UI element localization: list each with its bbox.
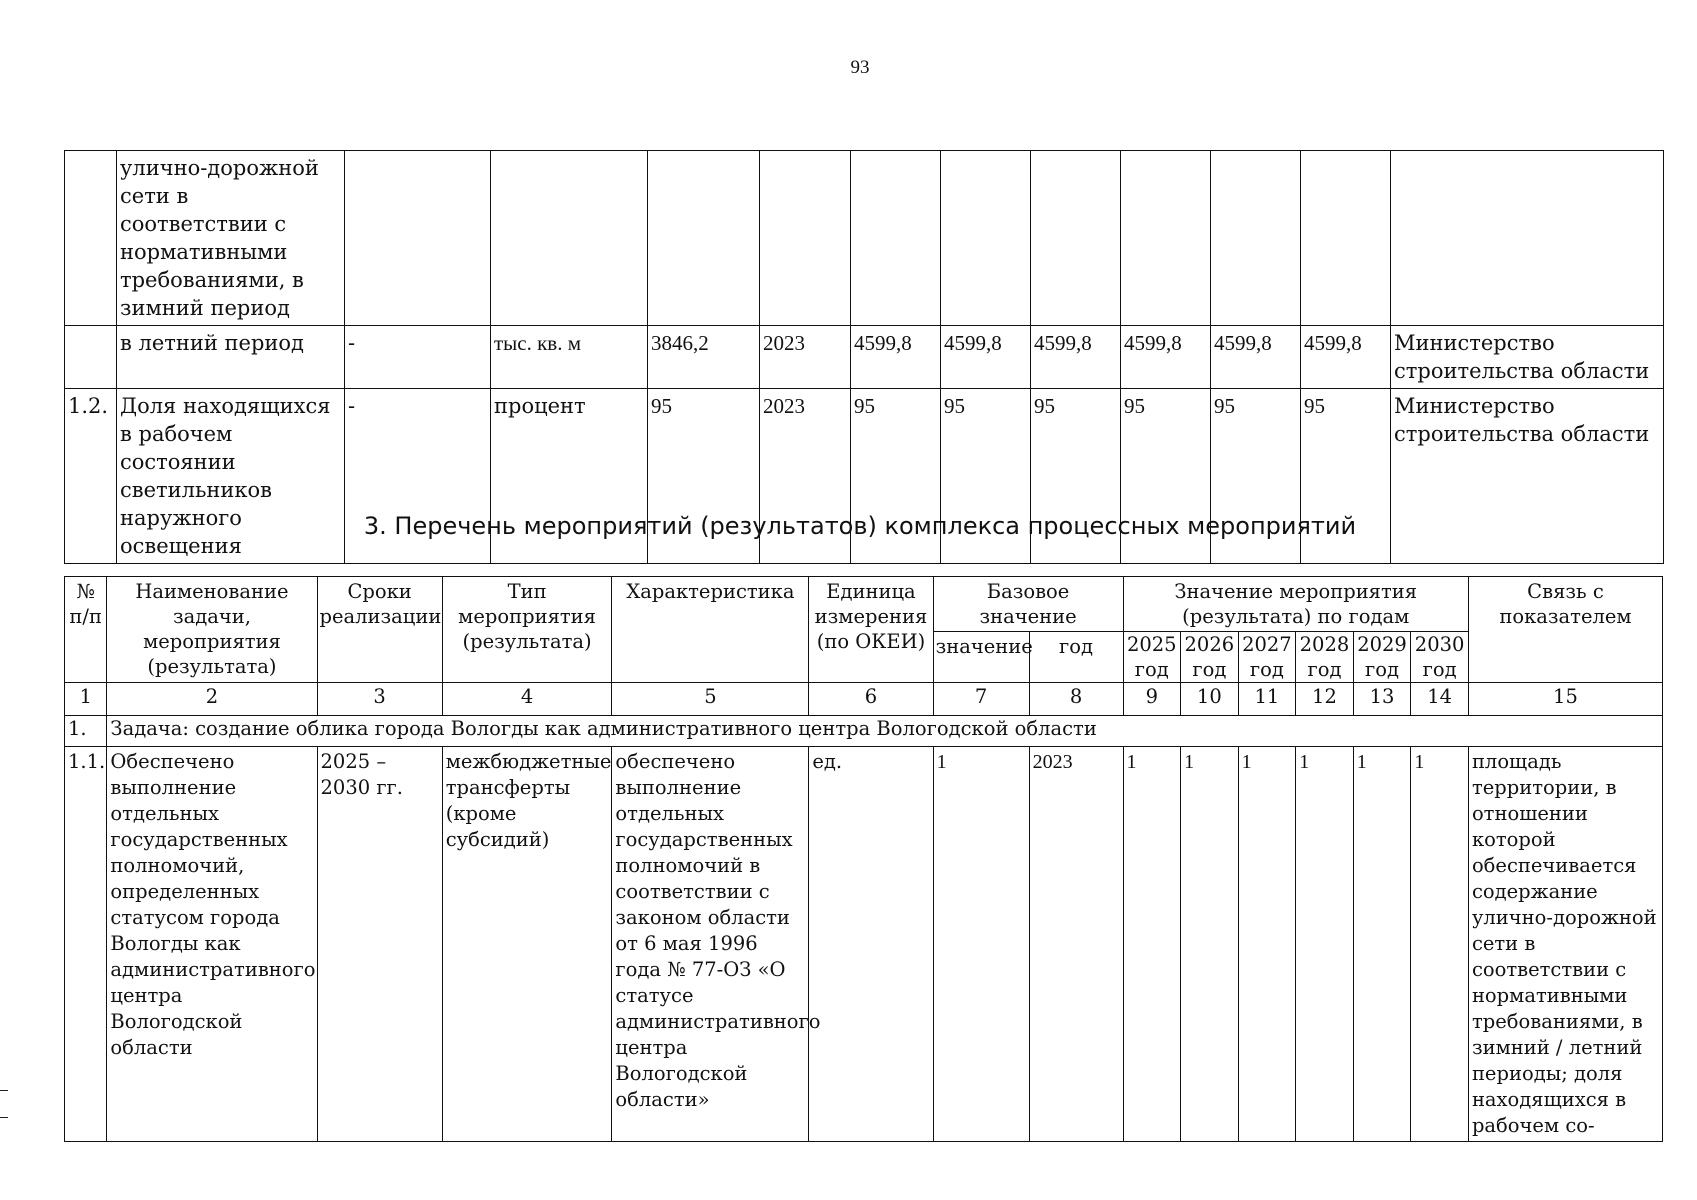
header-link: Связь с показателем (1468, 577, 1662, 683)
column-number: 12 (1296, 683, 1354, 716)
header-base: Базовое значение (933, 577, 1123, 632)
column-number: 1 (65, 683, 107, 716)
indicator-value-2026: 95 (941, 389, 1031, 564)
indicator-value-2027: 95 (1031, 389, 1121, 564)
measures-table (64, 576, 1663, 1142)
indicator-value-2029: 4599,8 (1211, 326, 1301, 389)
indicator-unit: тыс. кв. м (491, 326, 648, 389)
header-base-year: год (1029, 632, 1123, 683)
indicator-dash: - (345, 389, 491, 564)
indicator-value-2030: 95 (1301, 389, 1391, 564)
indicator-base-year: 2023 (760, 389, 851, 564)
indicator-value-2025: 4599,8 (851, 326, 941, 389)
task-num: 1. (65, 716, 107, 747)
measure-value-2026: 1 (1181, 747, 1239, 1142)
column-number: 6 (809, 683, 933, 716)
indicator-responsible: Министерство строительства области (1391, 326, 1664, 389)
column-number: 14 (1411, 683, 1469, 716)
measure-value-2025: 1 (1123, 747, 1181, 1142)
header-row (65, 577, 1663, 632)
page-number: 93 (850, 57, 870, 78)
column-number: 2 (107, 683, 317, 716)
measure-num: 1.1. (65, 747, 107, 1142)
column-number: 10 (1181, 683, 1239, 716)
indicator-value-2028: 4599,8 (1121, 326, 1211, 389)
header-yearly: Значение мероприятия (результата) по годам (1123, 577, 1468, 632)
indicator-value-2028: 95 (1121, 389, 1211, 564)
scan-edge-mark (0, 1090, 8, 1091)
indicator-responsible: Министерство строительства области (1391, 389, 1664, 564)
column-number: 4 (442, 683, 612, 716)
measure-value-2029: 1 (1353, 747, 1411, 1142)
measure-base-value: 1 (933, 747, 1029, 1142)
header-year-2027: 2027 год (1238, 632, 1296, 683)
measure-value-2028: 1 (1296, 747, 1354, 1142)
indicator-name: улично-дорожной сети в соответствии с нормативными требованиями, в зимний период (117, 151, 345, 326)
header-unit: Единица измерения (по ОКЕИ) (809, 577, 933, 683)
column-number: 15 (1468, 683, 1662, 716)
measure-unit: ед. (809, 747, 933, 1142)
column-number: 3 (317, 683, 442, 716)
indicator-name: Доля находящихся в рабочем состоянии светильников наружного освещения (117, 389, 345, 564)
indicator-base-value: 95 (648, 389, 760, 564)
header-terms: Сроки реализации (317, 577, 442, 683)
header-year-2029: 2029 год (1353, 632, 1411, 683)
column-number: 8 (1029, 683, 1123, 716)
column-number: 5 (612, 683, 809, 716)
indicator-row-winter (65, 151, 1664, 326)
indicator-row-summer (65, 326, 1664, 389)
indicator-unit: процент (491, 389, 648, 564)
measure-value-2027: 1 (1238, 747, 1296, 1142)
measure-characteristic: обеспечено выполнение отдельных государственных полномочий в соответствии с законом области от 6 мая 1996 года № 77-ОЗ «О статусе административного центра Вологодской области» (612, 747, 809, 1142)
indicator-value-2027: 4599,8 (1031, 326, 1121, 389)
header-year-2026: 2026 год (1181, 632, 1239, 683)
indicator-num (65, 326, 117, 389)
column-number: 13 (1353, 683, 1411, 716)
indicator-value-2030: 4599,8 (1301, 326, 1391, 389)
column-number: 9 (1123, 683, 1181, 716)
indicator-value-2025: 95 (851, 389, 941, 564)
header-year-2025: 2025 год (1123, 632, 1181, 683)
indicator-base-value: 3846,2 (648, 326, 760, 389)
header-characteristic: Характеристика (612, 577, 809, 683)
measure-value-2030: 1 (1411, 747, 1469, 1142)
header-type: Тип мероприятия (результата) (442, 577, 612, 683)
indicator-name: в летний период (117, 326, 345, 389)
measure-type: межбюджетные трансферты (кроме субсидий) (442, 747, 612, 1142)
indicator-base-year: 2023 (760, 326, 851, 389)
column-number: 7 (933, 683, 1029, 716)
measure-terms: 2025 – 2030 гг. (317, 747, 442, 1142)
measure-row-1-1 (65, 747, 1663, 1142)
indicators-table (64, 150, 1664, 564)
header-base-value: значение (933, 632, 1029, 683)
indicator-value-2029: 95 (1211, 389, 1301, 564)
header-year-2028: 2028 год (1296, 632, 1354, 683)
task-text: Задача: создание облика города Вологды как административного центра Вологодской области (107, 716, 1663, 747)
header-year-2030: 2030 год (1411, 632, 1469, 683)
measure-name: Обеспечено выполнение отдельных государственных полномочий, определенных статусом города Вологды как административного центра Вологодской области (107, 747, 317, 1142)
scan-edge-mark (0, 1117, 8, 1118)
column-number: 11 (1238, 683, 1296, 716)
measure-base-year: 2023 (1029, 747, 1123, 1142)
header-name: Наименование задачи, мероприятия (результата) (107, 577, 317, 683)
indicator-num: 1.2. (65, 389, 117, 564)
header-num: № п/п (65, 577, 107, 683)
section-title: 3. Перечень мероприятий (результатов) комплекса процессных мероприятий (363, 512, 1357, 540)
measure-link: площадь территории, в отношении которой обеспечивается содержание улично-дорожной сети в соответствии с нормативными требованиями, в зимний / летний периоды; доля находящихся в рабочем со- (1468, 747, 1662, 1142)
indicator-dash: - (345, 326, 491, 389)
column-numbers-row (65, 683, 1663, 716)
task-row (65, 716, 1663, 747)
indicator-value-2026: 4599,8 (941, 326, 1031, 389)
